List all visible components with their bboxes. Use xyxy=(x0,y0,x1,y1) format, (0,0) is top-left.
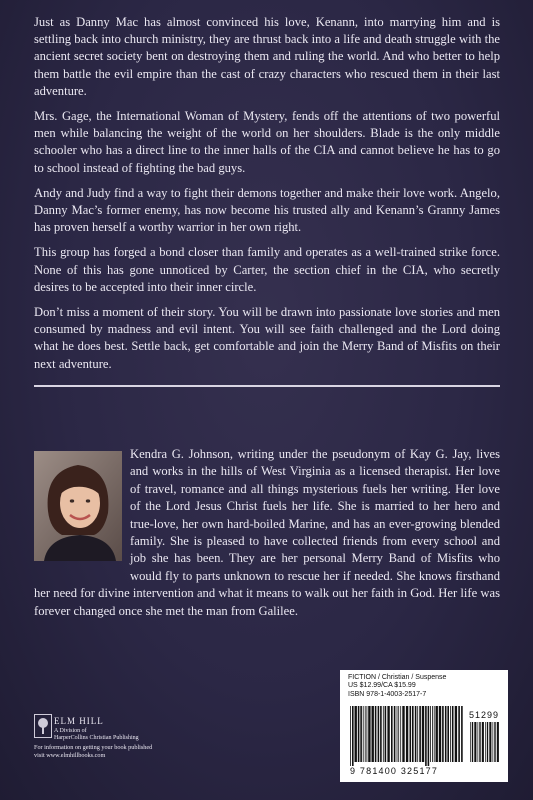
barcode-bar xyxy=(363,706,364,762)
blurb-paragraph-3: Andy and Judy find a way to fight their demons together and make their love work. Angelo, Danny Mac’s former enemy, has now become his trusted ally and Kenann’s Granny James has proven herself a worthy warrior in her own right. xyxy=(34,185,500,235)
barcode-bar xyxy=(428,706,430,766)
barcode-bar xyxy=(415,706,417,762)
barcode-bar xyxy=(398,706,399,762)
barcode-bar xyxy=(372,706,374,762)
section-divider xyxy=(34,385,500,387)
barcode-bar xyxy=(391,706,393,762)
publisher-info: For information on getting your book published xyxy=(34,744,153,751)
author-photo xyxy=(34,451,122,561)
barcode-bar xyxy=(350,706,351,766)
publisher-name: ELM HILL xyxy=(54,716,104,726)
barcode-addon-bar xyxy=(479,722,480,762)
barcode-bar xyxy=(368,706,370,762)
barcode-addon-bar xyxy=(470,722,471,762)
bisac-category: FICTION / Christian / Suspense xyxy=(348,674,447,681)
barcode-bar xyxy=(378,706,380,762)
barcode-bar xyxy=(461,706,463,762)
barcode-panel xyxy=(340,670,508,782)
barcode-bar xyxy=(439,706,441,762)
barcode-bar xyxy=(445,706,447,762)
blurb-paragraph-2: Mrs. Gage, the International Woman of Mystery, fends off the attentions of two powerful men while balancing the weight of the world on her shoulders. Blade is the only middle schooler who has a direct line to the inner halls of the CIA and cannot believe he has to go to school instead of fighting the bad guys. xyxy=(34,109,500,175)
barcode-addon-bar xyxy=(489,722,491,762)
publisher-website: visit www.elmhillbooks.com xyxy=(34,752,106,759)
barcode-bar xyxy=(417,706,418,762)
barcode-bar xyxy=(383,706,384,762)
barcode-bar xyxy=(450,706,451,762)
barcode-bar xyxy=(387,706,389,762)
barcode-digits: 9 781400 325177 xyxy=(350,766,439,776)
publisher-parent: HarperCollins Christian Publishing xyxy=(54,735,139,741)
barcode-bar xyxy=(365,706,366,762)
barcode-addon-bar xyxy=(472,722,473,762)
barcode-bar xyxy=(360,706,362,762)
barcode-bar xyxy=(422,706,424,762)
barcode-bar xyxy=(412,706,414,762)
barcode-bar xyxy=(380,706,382,762)
barcode-bar xyxy=(352,706,354,766)
barcode-bar xyxy=(458,706,460,762)
barcode-addon-bar xyxy=(494,722,495,762)
barcode-bar xyxy=(355,706,357,762)
barcode-bar xyxy=(436,706,438,762)
barcode-addon-bar xyxy=(487,722,488,762)
barcode-bar xyxy=(358,706,360,762)
barcode-addon-bar xyxy=(478,722,479,762)
isbn-label: ISBN 978-1-4003-2517-7 xyxy=(348,690,427,698)
barcode-bar xyxy=(400,706,401,762)
barcode-bar xyxy=(455,706,457,762)
blurb-paragraph-4: This group has forged a bond closer than family and operates as a well-trained strike force. None of this has gone unnoticed by Carter, the section chief in the CIA, who secretly desires to be accepted into their inner circle. xyxy=(34,245,500,294)
barcode-bar xyxy=(447,706,449,762)
barcode-addon-bar xyxy=(474,722,476,762)
barcode-bar xyxy=(434,706,435,762)
blurb-paragraph-5: Don’t miss a moment of their story. You will be drawn into passionate love stories and men consumed by madness and evil intent. You will see faith challenged and the Lord doing what he does best. Settle back, get comfortable and join the Merry Band of Misfits on their next adventure. xyxy=(34,305,500,371)
barcode-bar xyxy=(397,706,398,762)
barcode-bar xyxy=(367,706,368,762)
barcode-addon-bar xyxy=(497,722,499,762)
barcode-bar xyxy=(402,706,404,762)
elm-hill-logo xyxy=(34,714,52,738)
price-code: 51299 xyxy=(469,710,500,720)
barcode-addon-bar xyxy=(485,722,486,762)
barcode-bar xyxy=(452,706,454,762)
barcode-addon-bar xyxy=(482,722,484,762)
barcode-bar xyxy=(394,706,396,762)
barcode-bar xyxy=(375,706,377,762)
barcode-bar xyxy=(385,706,387,762)
barcode-bar xyxy=(430,706,431,762)
barcode-bar xyxy=(432,706,433,762)
publisher-division: A Division of xyxy=(54,728,87,734)
blurb-paragraph-1: Just as Danny Mac has almost convinced his love, Kenann, into marrying him and is settling back into church ministry, they are thrust back into a life and death struggle with the ancient secret society bent on destroying them and ruling the world. And who better to help them battle the evil empire than the cast of crazy characters who rescued them in their last adventure. xyxy=(34,15,500,98)
barcode-bar xyxy=(410,706,412,762)
book-blurb xyxy=(34,14,500,381)
book-price: US $12.99/CA $15.99 xyxy=(348,682,416,690)
barcode-bar xyxy=(406,706,408,762)
barcode-bar xyxy=(425,706,427,766)
author-bio: Kendra G. Johnson, writing under the pseudonym of Kay G. Jay, lives and works in the hills of West Virginia as a licensed therapist. Her love of travel, romance and all things mysterious fuels her writing. Her love of the Lord Jesus Christ fuels her life. She is married to her hero and true-love, her own hard-boiled Marine, and has an ever-growing blended family. She is pleased to have collected friends from every school and job she has been. They are her personal Merry Band of Misfits who would fly to parts unknown to rescue her if needed. She knows firsthand her need for divine intervention and what it means to walk out her faith in God. Her life was forever changed once she met the man from Galilee. xyxy=(34,447,500,618)
barcode-bar xyxy=(442,706,444,762)
barcode-addon-bar xyxy=(493,722,494,762)
barcode-bar xyxy=(419,706,421,762)
